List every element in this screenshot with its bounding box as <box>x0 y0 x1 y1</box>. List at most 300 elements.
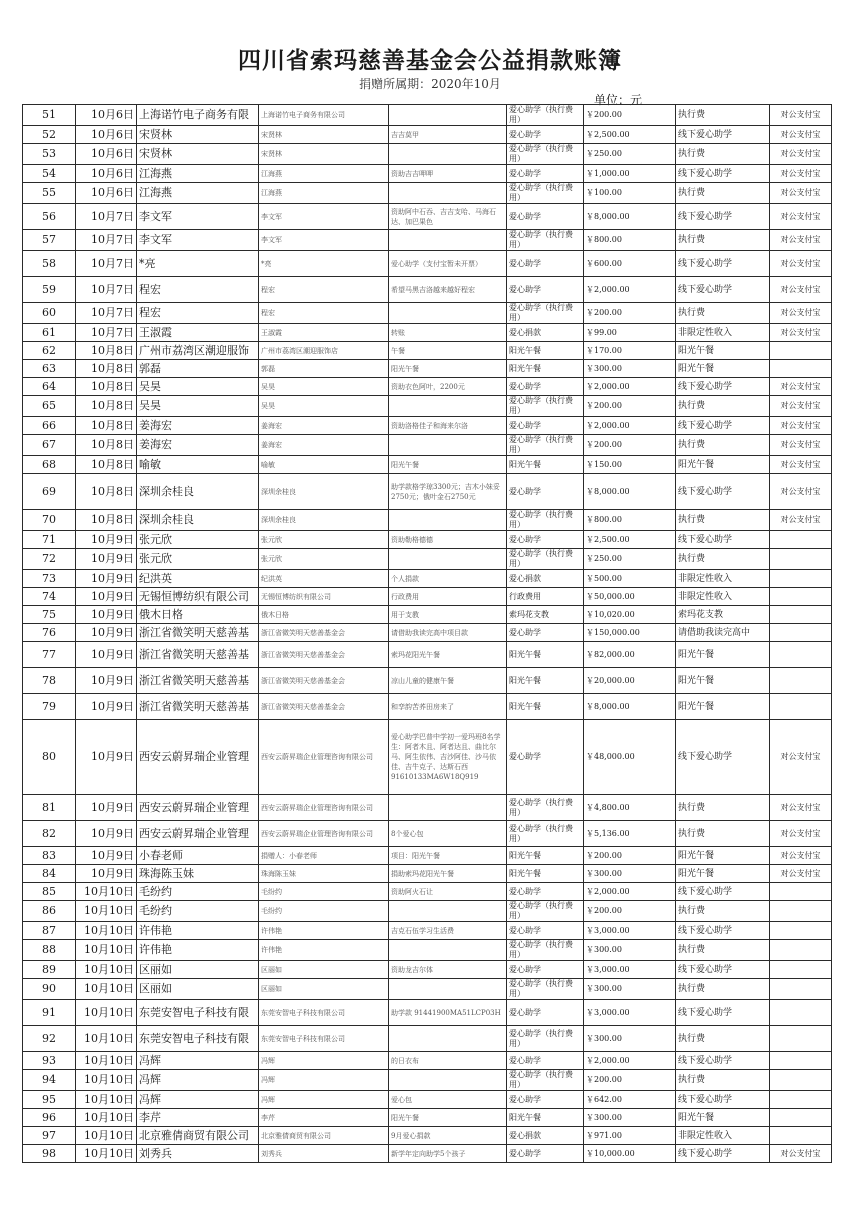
donation-amount: ￥200.00 <box>584 396 676 417</box>
table-row <box>23 456 832 474</box>
payment-channel <box>770 961 832 979</box>
donation-date: 10月6日 <box>76 165 137 183</box>
donation-category: 爱心助学（执行费用） <box>507 821 584 847</box>
payment-channel: 对公支付宝 <box>770 183 832 204</box>
entry-number: 56 <box>23 204 76 230</box>
donation-amount: ￥50,000.00 <box>584 588 676 606</box>
donation-category: 行政费用 <box>507 588 584 606</box>
donation-date: 10月9日 <box>76 865 137 883</box>
donation-date: 10月9日 <box>76 694 137 720</box>
donation-category: 阳光午餐 <box>507 668 584 694</box>
donor-name: 冯辉 <box>137 1070 259 1091</box>
donation-note <box>389 795 507 821</box>
donation-note <box>389 144 507 165</box>
entry-number: 80 <box>23 720 76 795</box>
fund-use: 阳光午餐 <box>676 456 770 474</box>
donor-name: 宋贤林 <box>137 126 259 144</box>
table-row <box>23 642 832 668</box>
donation-category: 阳光午餐 <box>507 642 584 668</box>
table-row <box>23 251 832 277</box>
entry-number: 84 <box>23 865 76 883</box>
payment-channel <box>770 1052 832 1070</box>
donation-amount: ￥4,800.00 <box>584 795 676 821</box>
donor-name: 浙江省微笑明天慈善基 <box>137 624 259 642</box>
donation-date: 10月10日 <box>76 1026 137 1052</box>
donation-amount: ￥2,500.00 <box>584 531 676 549</box>
payment-channel: 对公支付宝 <box>770 144 832 165</box>
donation-date: 10月10日 <box>76 940 137 961</box>
table-row <box>23 847 832 865</box>
donation-category: 爱心助学（执行费用） <box>507 303 584 324</box>
entry-number: 95 <box>23 1091 76 1109</box>
donor-full-name: 李文军 <box>259 204 389 230</box>
donation-amount: ￥200.00 <box>584 901 676 922</box>
donation-category: 爱心助学 <box>507 883 584 901</box>
donation-note <box>389 979 507 1000</box>
table-row <box>23 435 832 456</box>
donor-name: 喻敏 <box>137 456 259 474</box>
donor-name: 东莞安智电子科技有限 <box>137 1026 259 1052</box>
table-row <box>23 720 832 795</box>
table-row <box>23 624 832 642</box>
donation-note: 资助吉吉呷呷 <box>389 165 507 183</box>
donor-name: 李文军 <box>137 204 259 230</box>
donation-category: 爱心助学 <box>507 126 584 144</box>
donor-full-name: 江海燕 <box>259 183 389 204</box>
donation-category: 爱心助学 <box>507 1091 584 1109</box>
donation-note: 吉克石伍学习生活费 <box>389 922 507 940</box>
donor-name: 西安云蔚昇瑞企业管理 <box>137 720 259 795</box>
donation-note: 行政费用 <box>389 588 507 606</box>
donor-name: 李文军 <box>137 230 259 251</box>
donation-date: 10月10日 <box>76 1000 137 1026</box>
donation-date: 10月9日 <box>76 795 137 821</box>
donor-full-name: 毛纷约 <box>259 901 389 922</box>
donor-name: 程宏 <box>137 277 259 303</box>
table-row <box>23 165 832 183</box>
payment-channel: 对公支付宝 <box>770 230 832 251</box>
donation-date: 10月6日 <box>76 183 137 204</box>
donor-name: 上海诺竹电子商务有限 <box>137 105 259 126</box>
donation-date: 10月9日 <box>76 642 137 668</box>
donor-full-name: 李文军 <box>259 230 389 251</box>
donor-full-name: 王淑霞 <box>259 324 389 342</box>
table-row <box>23 126 832 144</box>
donor-name: 小春老师 <box>137 847 259 865</box>
donation-note: 资助衣色阿叶，2200元 <box>389 378 507 396</box>
donation-note <box>389 435 507 456</box>
ledger-body <box>23 105 832 1163</box>
donor-name: 西安云蔚昇瑞企业管理 <box>137 821 259 847</box>
fund-use: 非限定性收入 <box>676 570 770 588</box>
donor-full-name: 俄木日格 <box>259 606 389 624</box>
entry-number: 70 <box>23 510 76 531</box>
donation-date: 10月9日 <box>76 720 137 795</box>
donor-name: 刘秀兵 <box>137 1145 259 1163</box>
fund-use: 线下爱心助学 <box>676 922 770 940</box>
donation-amount: ￥82,000.00 <box>584 642 676 668</box>
payment-channel <box>770 531 832 549</box>
donation-amount: ￥800.00 <box>584 510 676 531</box>
donation-note <box>389 549 507 570</box>
table-row <box>23 821 832 847</box>
donation-date: 10月7日 <box>76 277 137 303</box>
donor-full-name: 刘秀兵 <box>259 1145 389 1163</box>
fund-use: 阳光午餐 <box>676 865 770 883</box>
fund-use: 非限定性收入 <box>676 1127 770 1145</box>
table-row <box>23 303 832 324</box>
table-row <box>23 342 832 360</box>
table-row <box>23 378 832 396</box>
donation-category: 爱心捐款 <box>507 570 584 588</box>
donation-amount: ￥100.00 <box>584 183 676 204</box>
donation-category: 爱心助学 <box>507 1052 584 1070</box>
donor-full-name: 北京雅倩商贸有限公司 <box>259 1127 389 1145</box>
donation-date: 10月8日 <box>76 396 137 417</box>
donor-full-name: 浙江省微笑明天慈善基金会 <box>259 694 389 720</box>
fund-use: 线下爱心助学 <box>676 1052 770 1070</box>
entry-number: 62 <box>23 342 76 360</box>
payment-channel <box>770 901 832 922</box>
donation-date: 10月6日 <box>76 105 137 126</box>
fund-use: 阳光午餐 <box>676 694 770 720</box>
donor-name: 冯辉 <box>137 1091 259 1109</box>
table-row <box>23 1091 832 1109</box>
payment-channel: 对公支付宝 <box>770 251 832 277</box>
payment-channel: 对公支付宝 <box>770 303 832 324</box>
donation-note: 午餐 <box>389 342 507 360</box>
fund-use: 请借助我读完高中 <box>676 624 770 642</box>
fund-use: 线下爱心助学 <box>676 720 770 795</box>
donation-category: 阳光午餐 <box>507 342 584 360</box>
donor-full-name: 浙江省微笑明天慈善基金会 <box>259 642 389 668</box>
donation-amount: ￥48,000.00 <box>584 720 676 795</box>
entry-number: 69 <box>23 474 76 510</box>
donor-full-name: 上海诺竹电子商务有限公司 <box>259 105 389 126</box>
donor-name: 李芹 <box>137 1109 259 1127</box>
donor-name: 程宏 <box>137 303 259 324</box>
donor-full-name: 张元欣 <box>259 549 389 570</box>
table-row <box>23 204 832 230</box>
table-row <box>23 1145 832 1163</box>
donor-name: 广州市荔湾区潮迎服饰 <box>137 342 259 360</box>
donation-category: 爱心助学 <box>507 1000 584 1026</box>
fund-use: 非限定性收入 <box>676 324 770 342</box>
donation-amount: ￥8,000.00 <box>584 204 676 230</box>
donation-category: 阳光午餐 <box>507 360 584 378</box>
donation-note: 凉山儿童的健康午餐 <box>389 668 507 694</box>
payment-channel <box>770 1070 832 1091</box>
donation-note: 资助阿中石吞、吉吉支哈、马海石达、加巴果色 <box>389 204 507 230</box>
donation-category: 爱心助学（执行费用） <box>507 979 584 1000</box>
donation-category: 阳光午餐 <box>507 865 584 883</box>
table-row <box>23 277 832 303</box>
donor-name: *亮 <box>137 251 259 277</box>
donation-category: 爱心助学 <box>507 277 584 303</box>
entry-number: 66 <box>23 417 76 435</box>
donation-date: 10月10日 <box>76 1052 137 1070</box>
donation-note: 新学年定向助学5个孩子 <box>389 1145 507 1163</box>
entry-number: 89 <box>23 961 76 979</box>
donor-full-name: 许伟艳 <box>259 940 389 961</box>
donation-category: 爱心助学 <box>507 531 584 549</box>
payment-channel <box>770 1000 832 1026</box>
fund-use: 执行费 <box>676 183 770 204</box>
table-row <box>23 105 832 126</box>
fund-use: 阳光午餐 <box>676 642 770 668</box>
payment-channel <box>770 1091 832 1109</box>
donor-full-name: 冯辉 <box>259 1070 389 1091</box>
table-row <box>23 961 832 979</box>
donor-name: 江海燕 <box>137 183 259 204</box>
entry-number: 53 <box>23 144 76 165</box>
payment-channel <box>770 1127 832 1145</box>
donor-name: 区丽如 <box>137 961 259 979</box>
donation-amount: ￥2,000.00 <box>584 417 676 435</box>
donation-amount: ￥200.00 <box>584 105 676 126</box>
donation-amount: ￥642.00 <box>584 1091 676 1109</box>
table-row <box>23 1000 832 1026</box>
fund-use: 线下爱心助学 <box>676 883 770 901</box>
donation-amount: ￥150,000.00 <box>584 624 676 642</box>
entry-number: 86 <box>23 901 76 922</box>
donation-amount: ￥2,000.00 <box>584 1052 676 1070</box>
donor-full-name: 郭磊 <box>259 360 389 378</box>
donation-note: 索玛花阳光午餐 <box>389 642 507 668</box>
donor-name: 张元欣 <box>137 531 259 549</box>
donation-date: 10月7日 <box>76 251 137 277</box>
donor-name: 深圳余桂良 <box>137 474 259 510</box>
donation-amount: ￥300.00 <box>584 940 676 961</box>
donation-note: 用于支教 <box>389 606 507 624</box>
payment-channel: 对公支付宝 <box>770 456 832 474</box>
fund-use: 执行费 <box>676 901 770 922</box>
donor-full-name: 区丽如 <box>259 961 389 979</box>
payment-channel: 对公支付宝 <box>770 396 832 417</box>
donation-amount: ￥3,000.00 <box>584 1000 676 1026</box>
donor-full-name: 珠海陈玉妹 <box>259 865 389 883</box>
entry-number: 92 <box>23 1026 76 1052</box>
donor-full-name: 纪洪英 <box>259 570 389 588</box>
entry-number: 68 <box>23 456 76 474</box>
table-row <box>23 570 832 588</box>
donation-amount: ￥2,000.00 <box>584 277 676 303</box>
payment-channel <box>770 342 832 360</box>
donation-amount: ￥500.00 <box>584 570 676 588</box>
fund-use: 执行费 <box>676 795 770 821</box>
donation-note: 阳光午餐 <box>389 360 507 378</box>
donation-note: 助学款 91441900MA51LCP03H <box>389 1000 507 1026</box>
donor-full-name: 深圳余桂良 <box>259 510 389 531</box>
donation-date: 10月10日 <box>76 901 137 922</box>
donation-amount: ￥10,000.00 <box>584 1145 676 1163</box>
donation-note: 希望马黑吉洛越来越好程宏 <box>389 277 507 303</box>
table-row <box>23 1109 832 1127</box>
donor-full-name: 东莞安智电子科技有限公司 <box>259 1026 389 1052</box>
donation-category: 爱心助学 <box>507 204 584 230</box>
donation-note <box>389 396 507 417</box>
donor-name: 姜海宏 <box>137 417 259 435</box>
payment-channel: 对公支付宝 <box>770 720 832 795</box>
table-row <box>23 606 832 624</box>
table-row <box>23 1127 832 1145</box>
table-row <box>23 901 832 922</box>
donation-amount: ￥1,000.00 <box>584 165 676 183</box>
donation-note: 爱心助学巴普中学初一爱玛班8名学生：阿者木且、阿者达且、曲比尔马、阿生依伟、吉沙阿佳、沙马依佳、吉牛克子、达斯石西91610133MA6W18Q919 <box>389 720 507 795</box>
entry-number: 76 <box>23 624 76 642</box>
fund-use: 线下爱心助学 <box>676 1000 770 1026</box>
donor-name: 纪洪英 <box>137 570 259 588</box>
table-row <box>23 865 832 883</box>
donor-full-name: 李芹 <box>259 1109 389 1127</box>
donation-amount: ￥3,000.00 <box>584 922 676 940</box>
donor-name: 许伟艳 <box>137 922 259 940</box>
donation-note <box>389 1026 507 1052</box>
donation-category: 爱心助学 <box>507 961 584 979</box>
donation-amount: ￥250.00 <box>584 144 676 165</box>
donation-note <box>389 303 507 324</box>
table-row <box>23 922 832 940</box>
donation-date: 10月10日 <box>76 1127 137 1145</box>
donation-category: 阳光午餐 <box>507 847 584 865</box>
donation-date: 10月7日 <box>76 204 137 230</box>
fund-use: 执行费 <box>676 144 770 165</box>
donation-note: 8个爱心包 <box>389 821 507 847</box>
donation-note: 个人捐款 <box>389 570 507 588</box>
donation-amount: ￥200.00 <box>584 847 676 865</box>
donor-name: 浙江省微笑明天慈善基 <box>137 668 259 694</box>
fund-use: 执行费 <box>676 979 770 1000</box>
donation-note <box>389 230 507 251</box>
donation-category: 爱心助学（执行费用） <box>507 510 584 531</box>
table-row <box>23 1052 832 1070</box>
donor-full-name: 毛纷约 <box>259 883 389 901</box>
entry-number: 93 <box>23 1052 76 1070</box>
donation-category: 爱心助学 <box>507 922 584 940</box>
donation-date: 10月8日 <box>76 342 137 360</box>
payment-channel <box>770 570 832 588</box>
entry-number: 90 <box>23 979 76 1000</box>
donation-date: 10月10日 <box>76 1109 137 1127</box>
donation-amount: ￥8,000.00 <box>584 474 676 510</box>
fund-use: 执行费 <box>676 396 770 417</box>
currency-unit: 单位：元 <box>594 93 643 107</box>
donation-category: 阳光午餐 <box>507 456 584 474</box>
donor-name: 浙江省微笑明天慈善基 <box>137 694 259 720</box>
donation-date: 10月9日 <box>76 606 137 624</box>
donation-amount: ￥10,020.00 <box>584 606 676 624</box>
table-row <box>23 940 832 961</box>
donation-category: 爱心助学（执行费用） <box>507 144 584 165</box>
donation-note: 转账 <box>389 324 507 342</box>
payment-channel <box>770 922 832 940</box>
fund-use: 非限定性收入 <box>676 588 770 606</box>
donation-date: 10月8日 <box>76 417 137 435</box>
donation-date: 10月10日 <box>76 1091 137 1109</box>
entry-number: 52 <box>23 126 76 144</box>
entry-number: 64 <box>23 378 76 396</box>
donation-date: 10月7日 <box>76 324 137 342</box>
donor-full-name: 西安云蔚昇瑞企业管理咨询有限公司 <box>259 795 389 821</box>
donation-amount: ￥300.00 <box>584 979 676 1000</box>
fund-use: 索玛花支教 <box>676 606 770 624</box>
fund-use: 线下爱心助学 <box>676 126 770 144</box>
payment-channel <box>770 668 832 694</box>
entry-number: 87 <box>23 922 76 940</box>
donation-category: 爱心助学（执行费用） <box>507 230 584 251</box>
payment-channel <box>770 694 832 720</box>
ledger-title: 四川省索玛慈善基金会公益捐款账簿 <box>238 48 622 74</box>
donation-date: 10月10日 <box>76 922 137 940</box>
donation-category: 爱心助学（执行费用） <box>507 1026 584 1052</box>
donation-category: 爱心助学 <box>507 417 584 435</box>
donation-date: 10月9日 <box>76 570 137 588</box>
entry-number: 78 <box>23 668 76 694</box>
table-row <box>23 531 832 549</box>
payment-channel <box>770 360 832 378</box>
donor-full-name: 江海燕 <box>259 165 389 183</box>
donation-date: 10月6日 <box>76 144 137 165</box>
fund-use: 阳光午餐 <box>676 1109 770 1127</box>
fund-use: 线下爱心助学 <box>676 251 770 277</box>
payment-channel: 对公支付宝 <box>770 165 832 183</box>
payment-channel: 对公支付宝 <box>770 847 832 865</box>
payment-channel: 对公支付宝 <box>770 510 832 531</box>
donation-category: 爱心助学 <box>507 624 584 642</box>
donation-amount: ￥8,000.00 <box>584 694 676 720</box>
fund-use: 线下爱心助学 <box>676 277 770 303</box>
donor-full-name: 浙江省微笑明天慈善基金会 <box>259 668 389 694</box>
donor-name: 宋贤林 <box>137 144 259 165</box>
donation-amount: ￥300.00 <box>584 1109 676 1127</box>
entry-number: 58 <box>23 251 76 277</box>
fund-use: 阳光午餐 <box>676 342 770 360</box>
entry-number: 72 <box>23 549 76 570</box>
donor-full-name: 冯辉 <box>259 1052 389 1070</box>
entry-number: 59 <box>23 277 76 303</box>
table-row <box>23 417 832 435</box>
donation-note: 项目：阳光午餐 <box>389 847 507 865</box>
donation-amount: ￥20,000.00 <box>584 668 676 694</box>
donor-name: 东莞安智电子科技有限 <box>137 1000 259 1026</box>
donor-name: 俄木日格 <box>137 606 259 624</box>
entry-number: 74 <box>23 588 76 606</box>
donor-full-name: 张元欣 <box>259 531 389 549</box>
donation-amount: ￥200.00 <box>584 1070 676 1091</box>
donor-full-name: 无锡恒博纺织有限公司 <box>259 588 389 606</box>
donation-date: 10月10日 <box>76 1145 137 1163</box>
donor-name: 冯辉 <box>137 1052 259 1070</box>
table-row <box>23 144 832 165</box>
donation-category: 爱心助学 <box>507 720 584 795</box>
fund-use: 执行费 <box>676 1026 770 1052</box>
fund-use: 线下爱心助学 <box>676 531 770 549</box>
payment-channel: 对公支付宝 <box>770 474 832 510</box>
donor-name: 毛纷约 <box>137 883 259 901</box>
donation-category: 爱心助学（执行费用） <box>507 183 584 204</box>
donation-date: 10月8日 <box>76 360 137 378</box>
donor-full-name: 冯辉 <box>259 1091 389 1109</box>
payment-channel <box>770 1109 832 1127</box>
donation-category: 爱心助学（执行费用） <box>507 396 584 417</box>
fund-use: 执行费 <box>676 105 770 126</box>
fund-use: 线下爱心助学 <box>676 417 770 435</box>
donor-name: 吴昊 <box>137 396 259 417</box>
entry-number: 81 <box>23 795 76 821</box>
fund-use: 阳光午餐 <box>676 847 770 865</box>
payment-channel <box>770 979 832 1000</box>
donation-date: 10月8日 <box>76 510 137 531</box>
